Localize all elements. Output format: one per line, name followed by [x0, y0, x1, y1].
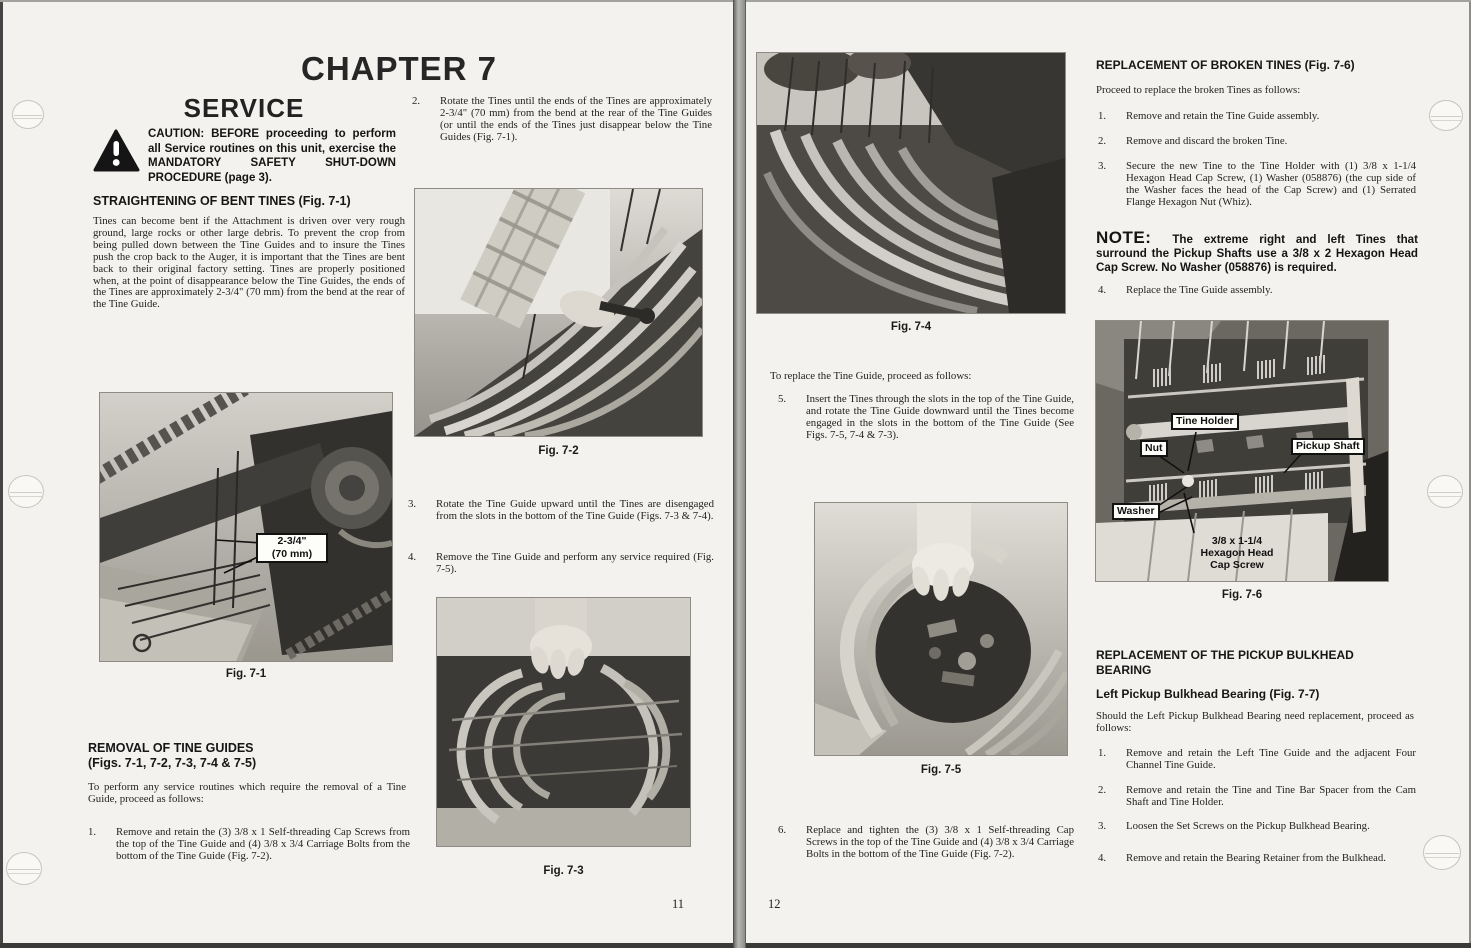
step-text: Loosen the Set Screws on the Pickup Bulkhead Bearing. — [1126, 820, 1370, 832]
callout-measure-line2: (70 mm) — [271, 548, 313, 560]
step-text: Remove the Tine Guide and perform any service required (Fig. 7-5). — [436, 551, 714, 575]
removal-heading-line2: (Figs. 7-1, 7-2, 7-3, 7-4 & 7-5) — [88, 756, 257, 770]
step-text: Remove and retain the Left Tine Guide and the adjacent Four Channel Tine Guide. — [1126, 747, 1416, 771]
figure-7-4-photo — [757, 53, 1065, 313]
fig-7-1-caption: Fig. 7-1 — [225, 668, 267, 680]
bulkhead-intro: Should the Left Pickup Bulkhead Bearing need replacement, proceed as follows: — [1096, 710, 1414, 734]
removal-intro: To perform any service routines which require the removal of a Tine Guide, proceed as follows: — [88, 781, 406, 805]
chapter-title: CHAPTER 7 — [300, 50, 498, 87]
fig-7-6-caption: Fig. 7-6 — [1221, 589, 1263, 601]
fig-7-1-callout — [256, 533, 328, 563]
fig-7-6-callout-tine-holder: Tine Holder — [1171, 413, 1239, 430]
step-item-1 — [88, 827, 410, 863]
fig-7-6-callout-cap-screw — [1182, 535, 1292, 571]
figure-7-1-photo — [100, 393, 392, 661]
binder-hole — [12, 100, 44, 129]
broken-tines-intro: Proceed to replace the broken Tines as follows: — [1096, 84, 1301, 96]
fig-7-6-callout-nut: Nut — [1140, 440, 1168, 457]
cap-screw-line1: 3/8 x 1-1/4 — [1211, 535, 1263, 547]
step-number: 3. — [1098, 160, 1107, 172]
step-number: 1. — [1098, 110, 1107, 122]
step-number: 3. — [1098, 820, 1107, 832]
note-text: The extreme right and left Tines that surround the Pickup Shafts use a 3/8 x 2 Hexagon Head Cap Screw. No Washer (058876) is required. — [1096, 233, 1418, 274]
broken-tines-heading: REPLACEMENT OF BROKEN TINES (Fig. 7-6) — [1096, 58, 1355, 72]
step-number: 1. — [88, 826, 97, 838]
page-number-right: 12 — [768, 897, 781, 911]
step-number: 2. — [1098, 135, 1107, 147]
binder-hole — [8, 475, 44, 508]
step-text: Replace the Tine Guide assembly. — [1126, 284, 1273, 296]
cap-screw-line3: Cap Screw — [1210, 559, 1264, 571]
fig-7-4-caption: Fig. 7-4 — [890, 321, 932, 333]
bulkhead-step-2 — [1098, 785, 1416, 809]
fig-7-2-caption: Fig. 7-2 — [538, 445, 579, 457]
step-text: Remove and discard the broken Tine. — [1126, 135, 1288, 147]
straightening-heading: STRAIGHTENING OF BENT TINES (Fig. 7-1) — [93, 194, 351, 208]
fig-7-3-caption: Fig. 7-3 — [543, 865, 584, 877]
callout-measure-line1: 2-3/4" — [277, 535, 307, 547]
step-number: 5. — [778, 393, 787, 405]
caution-block — [93, 127, 396, 185]
figure-7-2-photo — [415, 189, 702, 436]
step-number: 4. — [1098, 852, 1107, 864]
step-number: 2. — [1098, 784, 1107, 796]
page-number-left: 11 — [672, 897, 685, 911]
step-number: 4. — [408, 551, 417, 563]
broken-step-2 — [1098, 136, 1416, 148]
step-text: Insert the Tines through the slots in the top of the Tine Guide, and rotate the Tine Guide downward until the Tines become engaged in the slots in the bottom of the Tine Guide (See Figs. 7-5, 7-4 & 7-3). — [806, 393, 1074, 441]
step-item-2 — [412, 96, 712, 144]
step-text: Secure the new Tine to the Tine Holder with (1) 3/8 x 1-1/4 Hexagon Head Cap Screw, (1) Washer (058876) (the cup side of the Washer faces the head of the Cap Screw) and (1) Serrated Flange Hexagon Nut (Whiz). — [1126, 160, 1416, 208]
broken-step-4 — [1098, 285, 1416, 297]
figure-7-3-photo — [437, 598, 690, 846]
broken-step-1 — [1098, 111, 1416, 123]
page-gutter — [733, 0, 746, 948]
step-item-6 — [778, 825, 1074, 861]
bulkhead-heading-line1: REPLACEMENT OF THE PICKUP BULKHEAD — [1096, 648, 1354, 662]
step-item-4 — [408, 552, 714, 576]
binder-hole — [1427, 475, 1463, 508]
step-text: Remove and retain the Tine and Tine Bar Spacer from the Cam Shaft and Tine Holder. — [1126, 784, 1416, 808]
bulkhead-subheading: Left Pickup Bulkhead Bearing (Fig. 7-7) — [1096, 687, 1320, 701]
figure-7-5-photo — [815, 503, 1067, 755]
cap-screw-line2: Hexagon Head — [1200, 547, 1274, 559]
fig-7-6-callout-pickup-shaft: Pickup Shaft — [1291, 438, 1365, 455]
step-text: Remove and retain the Bearing Retainer from the Bulkhead. — [1126, 852, 1386, 864]
bulkhead-step-1 — [1098, 748, 1416, 772]
scan-edge-left — [0, 0, 3, 948]
step-item-3 — [408, 499, 714, 523]
step-number: 1. — [1098, 747, 1107, 759]
step-number: 6. — [778, 824, 787, 836]
bulkhead-step-4 — [1098, 853, 1416, 865]
step-number: 4. — [1098, 284, 1107, 296]
step-text: Rotate the Tine Guide upward until the Tines are disengaged from the slots in the bottom of the Tine Guide (Figs. 7-3 & 7-4). — [436, 498, 714, 522]
fig-7-6-callout-washer: Washer — [1112, 503, 1160, 520]
binder-hole — [1423, 835, 1461, 870]
binder-hole — [6, 852, 42, 885]
step-number: 2. — [412, 95, 421, 107]
note-block — [1096, 228, 1418, 274]
fig-7-5-caption: Fig. 7-5 — [920, 764, 962, 776]
caution-text: CAUTION: BEFORE proceeding to perform all Service routines on this unit, exercise the MANDATORY SAFETY SHUT-DOWN PROCEDURE (page 3). — [148, 128, 396, 184]
bulkhead-step-3 — [1098, 821, 1416, 833]
step-text: Remove and retain the Tine Guide assembly. — [1126, 110, 1320, 122]
straightening-body: Tines can become bent if the Attachment is driven over very rough ground, large rocks or other large debris. To prevent the crop from being pulled down between the Tine Guides and to insure the Tines push the crop back to the Auger, it is important that the Tines are bent back to their original factory setting. Tines are properly positioned when, at the point of disappearance below the Tine Guides, the ends of the Tines are approximately 2-3/4" (70 mm) from the bend at the rear of the Tine Guide. — [93, 215, 405, 311]
step-text: Replace and tighten the (3) 3/8 x 1 Self-threading Cap Screws in the top of the Tine Guide and (4) 3/8 x 3/4 Carriage Bolts in the bottom of the Tine Guide (Fig. 7-2). — [806, 824, 1074, 860]
note-label: NOTE: — [1096, 228, 1152, 247]
section-title: SERVICE — [183, 93, 305, 123]
replace-guide-intro: To replace the Tine Guide, proceed as follows: — [770, 370, 972, 382]
step-text: Rotate the Tines until the ends of the Tines are approximately 2-3/4" (70 mm) from the bend at the rear of the Tine Guides (or until the ends of the Tines just disappear below the Tine Guides (Fig. 7-1). — [440, 95, 712, 143]
step-item-5 — [778, 394, 1074, 442]
broken-step-3 — [1098, 161, 1416, 209]
step-number: 3. — [408, 498, 417, 510]
bulkhead-heading-line2: BEARING — [1096, 663, 1152, 677]
binder-hole — [1429, 100, 1463, 131]
warning-triangle-icon — [93, 129, 140, 172]
step-text: Remove and retain the (3) 3/8 x 1 Self-threading Cap Screws from the top of the Tine Guide and (4) 3/8 x 3/4 Carriage Bolts from the bottom of the Tine Guide (Fig. 7-2). — [116, 826, 410, 862]
removal-heading-line1: REMOVAL OF TINE GUIDES — [88, 741, 254, 755]
